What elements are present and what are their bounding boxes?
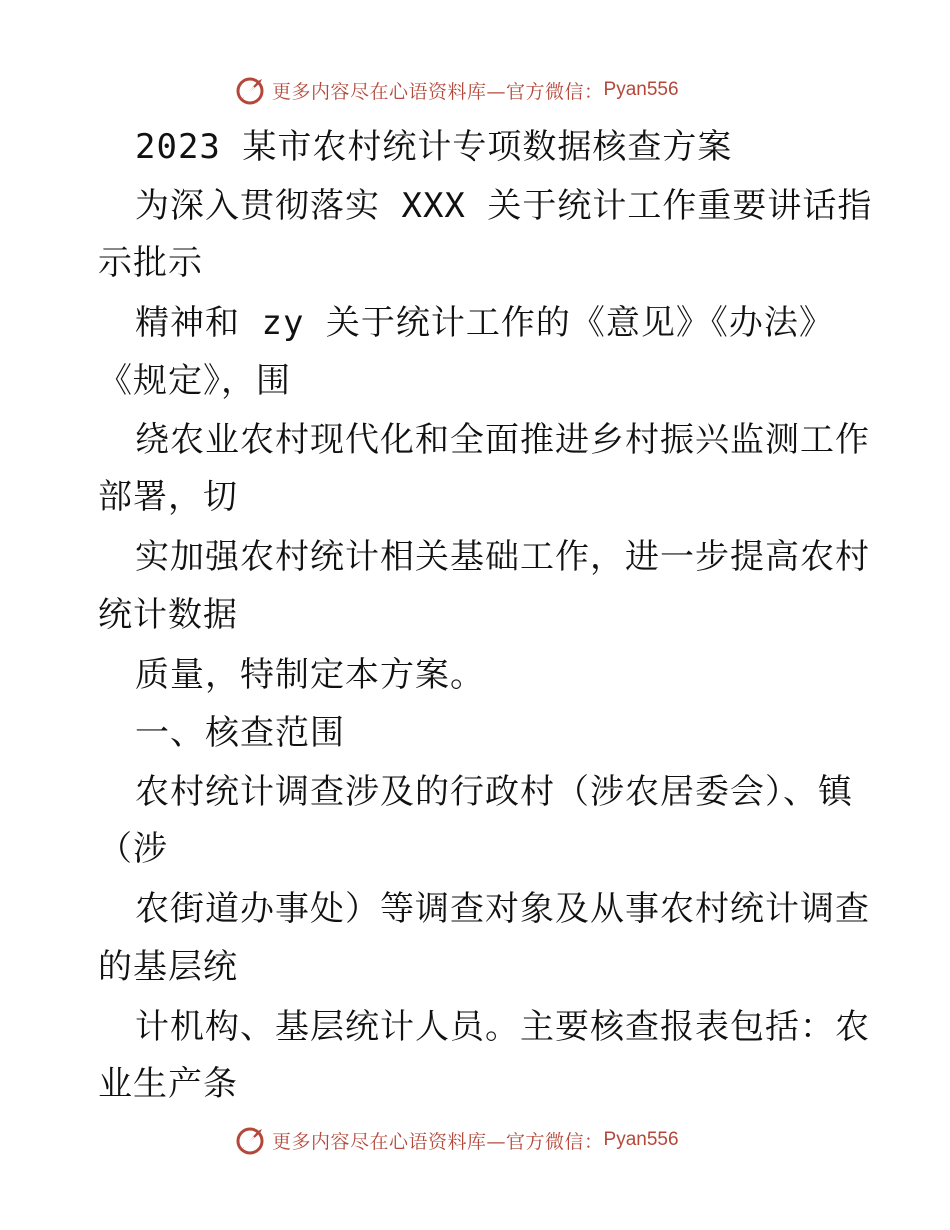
watermark-text: 更多内容尽在心语资料库—官方微信： — [272, 80, 604, 103]
body-line: 实加强农村统计相关基础工作，进一步提高农村 — [135, 537, 870, 577]
watermark-wechat-id: Pyan556 — [603, 79, 679, 100]
body-line: 业生产条 — [98, 1064, 238, 1104]
watermark-header — [234, 72, 679, 108]
section-heading: 一、核查范围 — [135, 713, 345, 753]
watermark-footer — [234, 1122, 679, 1158]
body-line: 部署，切 — [98, 477, 238, 517]
watermark-wechat-id: Pyan556 — [603, 1129, 679, 1150]
document-title: 2023 某市农村统计专项数据核查方案 — [135, 127, 733, 167]
quill-logo-icon — [234, 73, 268, 107]
body-line: 统计数据 — [98, 595, 238, 635]
body-line: 质量，特制定本方案。 — [135, 655, 485, 695]
quill-logo-icon — [234, 1123, 268, 1157]
body-line: 计机构、基层统计人员。主要核查报表包括：农 — [135, 1007, 870, 1047]
body-line: 农村统计调查涉及的行政村（涉农居委会）、镇 — [135, 772, 853, 812]
body-line: 示批示 — [98, 243, 203, 283]
body-line: 绕农业农村现代化和全面推进乡村振兴监测工作 — [135, 420, 870, 460]
body-line: 为深入贯彻落实 XXX 关于统计工作重要讲话指 — [135, 186, 873, 226]
body-line: 农街道办事处）等调查对象及从事农村统计调查 — [135, 889, 870, 929]
body-line: 精神和 zy 关于统计工作的《意见》《办法》 — [135, 303, 834, 343]
body-line: 《规定》，围 — [98, 361, 291, 401]
body-line: 的基层统 — [98, 947, 238, 987]
body-line: （涉 — [98, 829, 168, 869]
watermark-text: 更多内容尽在心语资料库—官方微信： — [272, 1130, 604, 1153]
